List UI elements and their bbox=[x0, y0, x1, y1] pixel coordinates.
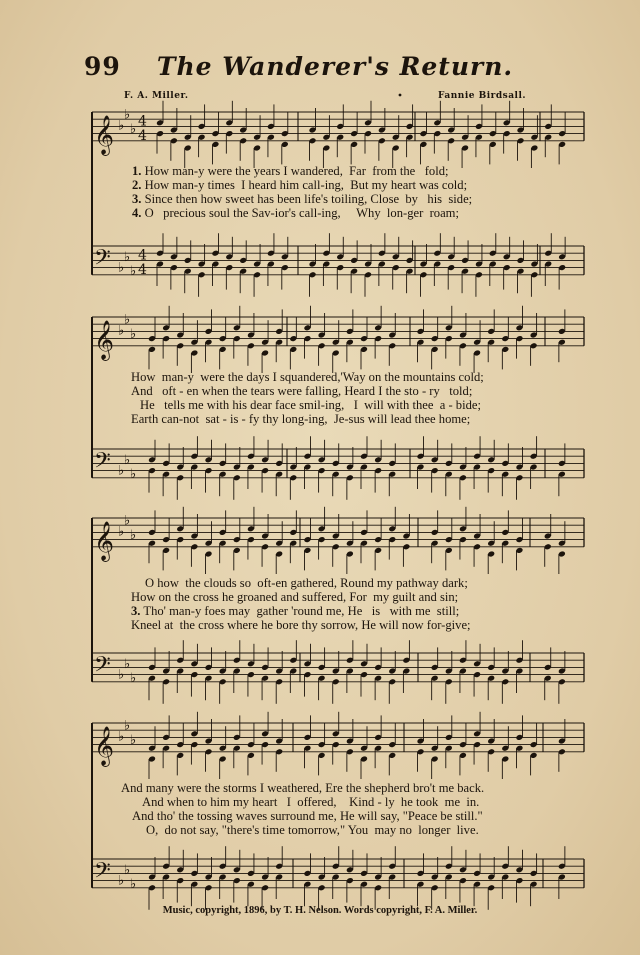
flat-sign: ♭ bbox=[118, 873, 125, 889]
verse-block-2 bbox=[0, 371, 640, 453]
flat-sign: ♭ bbox=[124, 513, 131, 529]
time-signature: 4 bbox=[138, 261, 147, 278]
time-signature: 4 bbox=[138, 113, 147, 130]
flat-sign: ♭ bbox=[124, 452, 131, 468]
flat-sign: ♭ bbox=[130, 264, 137, 280]
flat-sign: ♭ bbox=[124, 656, 131, 672]
flat-sign: ♭ bbox=[118, 667, 125, 683]
flat-sign: ♭ bbox=[118, 323, 125, 339]
flat-sign: ♭ bbox=[118, 260, 125, 276]
lyric-line: 2. How man-y times I heard him call-ing, But my heart was cold; bbox=[132, 178, 468, 192]
flat-sign: ♭ bbox=[130, 327, 137, 342]
flat-sign: ♭ bbox=[130, 671, 137, 687]
lyric-line: 3. Tho' man-y foes may gather 'round me, He is with me still; bbox=[131, 604, 460, 618]
ornament-dot bbox=[399, 94, 402, 97]
flat-sign: ♭ bbox=[124, 718, 131, 734]
lyric-line: O how the clouds so oft-en gathered, Round my pathway dark; bbox=[145, 576, 468, 590]
lyric-line: And many were the storms I weathered, Ere the shepherd bro't me back. bbox=[121, 781, 485, 795]
flat-sign: ♭ bbox=[118, 463, 125, 479]
flat-sign: ♭ bbox=[118, 524, 125, 540]
lyric-line: And when to him my heart I offered, Kind - ly he took me in. bbox=[142, 795, 480, 809]
flat-sign: ♭ bbox=[124, 249, 131, 265]
flat-sign: ♭ bbox=[118, 729, 125, 745]
flat-sign: ♭ bbox=[124, 862, 131, 878]
treble-clef: 𝄞 bbox=[94, 114, 115, 155]
lyric-line: 3. Since then how sweet has been life's toiling, Close by his side; bbox=[132, 192, 473, 206]
flat-sign: ♭ bbox=[130, 467, 137, 483]
bass-clef: 𝄢 bbox=[94, 858, 111, 889]
words-author: F. A. Miller. bbox=[124, 91, 189, 101]
lyric-line: And oft - en when the tears were falling, Heard I the sto - ry told; bbox=[131, 384, 473, 398]
page-number: 99 bbox=[84, 52, 121, 81]
flat-sign: ♭ bbox=[130, 122, 137, 137]
hymn-title: The Wanderer's Return. bbox=[156, 52, 514, 81]
flat-sign: ♭ bbox=[124, 107, 131, 123]
lyric-line: And tho' the tossing waves surround me, He will say, "Peace be still." bbox=[132, 809, 483, 823]
flat-sign: ♭ bbox=[130, 528, 137, 543]
lyric-line: How man-y were the days I squandered,'Way on the mountains cold; bbox=[131, 370, 484, 384]
flat-sign: ♭ bbox=[124, 312, 131, 328]
flat-sign: ♭ bbox=[118, 118, 125, 134]
lyric-line: 1. How man-y were the years I wandered, Far from the fold; bbox=[132, 164, 449, 178]
lyric-line: How on the cross he groaned and suffered, For my guilt and sin; bbox=[131, 590, 459, 604]
treble-clef: 𝄞 bbox=[94, 725, 115, 766]
verse-block-3 bbox=[0, 577, 640, 659]
lyric-line: Earth can-not sat - is - fy thy long-ing, Je-sus will lead thee home; bbox=[131, 412, 471, 426]
copyright-footer: Music, copyright, 1896, by T. H. Nelson. Words copyright, F. A. Miller. bbox=[162, 905, 478, 916]
lyric-line: O, do not say, "there's time tomorrow," You may no longer live. bbox=[146, 823, 479, 837]
treble-clef: 𝄞 bbox=[94, 319, 115, 360]
lyric-line: 4. O precious soul the Sav-ior's call-ing, Why lon-ger roam; bbox=[132, 206, 459, 220]
treble-clef: 𝄞 bbox=[94, 520, 115, 561]
lyric-line: Kneel at the cross where he bore thy sorrow, He will now for-give; bbox=[131, 618, 471, 632]
verse-block-4 bbox=[0, 782, 640, 864]
flat-sign: ♭ bbox=[130, 733, 137, 748]
lyric-line: He tells me with his dear face smil-ing, I will with thee a - bide; bbox=[140, 398, 481, 412]
music-composer: Fannie Birdsall. bbox=[438, 91, 527, 101]
bass-clef: 𝄢 bbox=[94, 448, 111, 479]
time-signature: 4 bbox=[138, 127, 147, 144]
time-signature: 4 bbox=[138, 247, 147, 264]
verse-block-1 bbox=[0, 165, 640, 247]
bass-clef: 𝄢 bbox=[94, 652, 111, 683]
flat-sign: ♭ bbox=[130, 877, 137, 893]
bass-clef: 𝄢 bbox=[94, 245, 111, 276]
